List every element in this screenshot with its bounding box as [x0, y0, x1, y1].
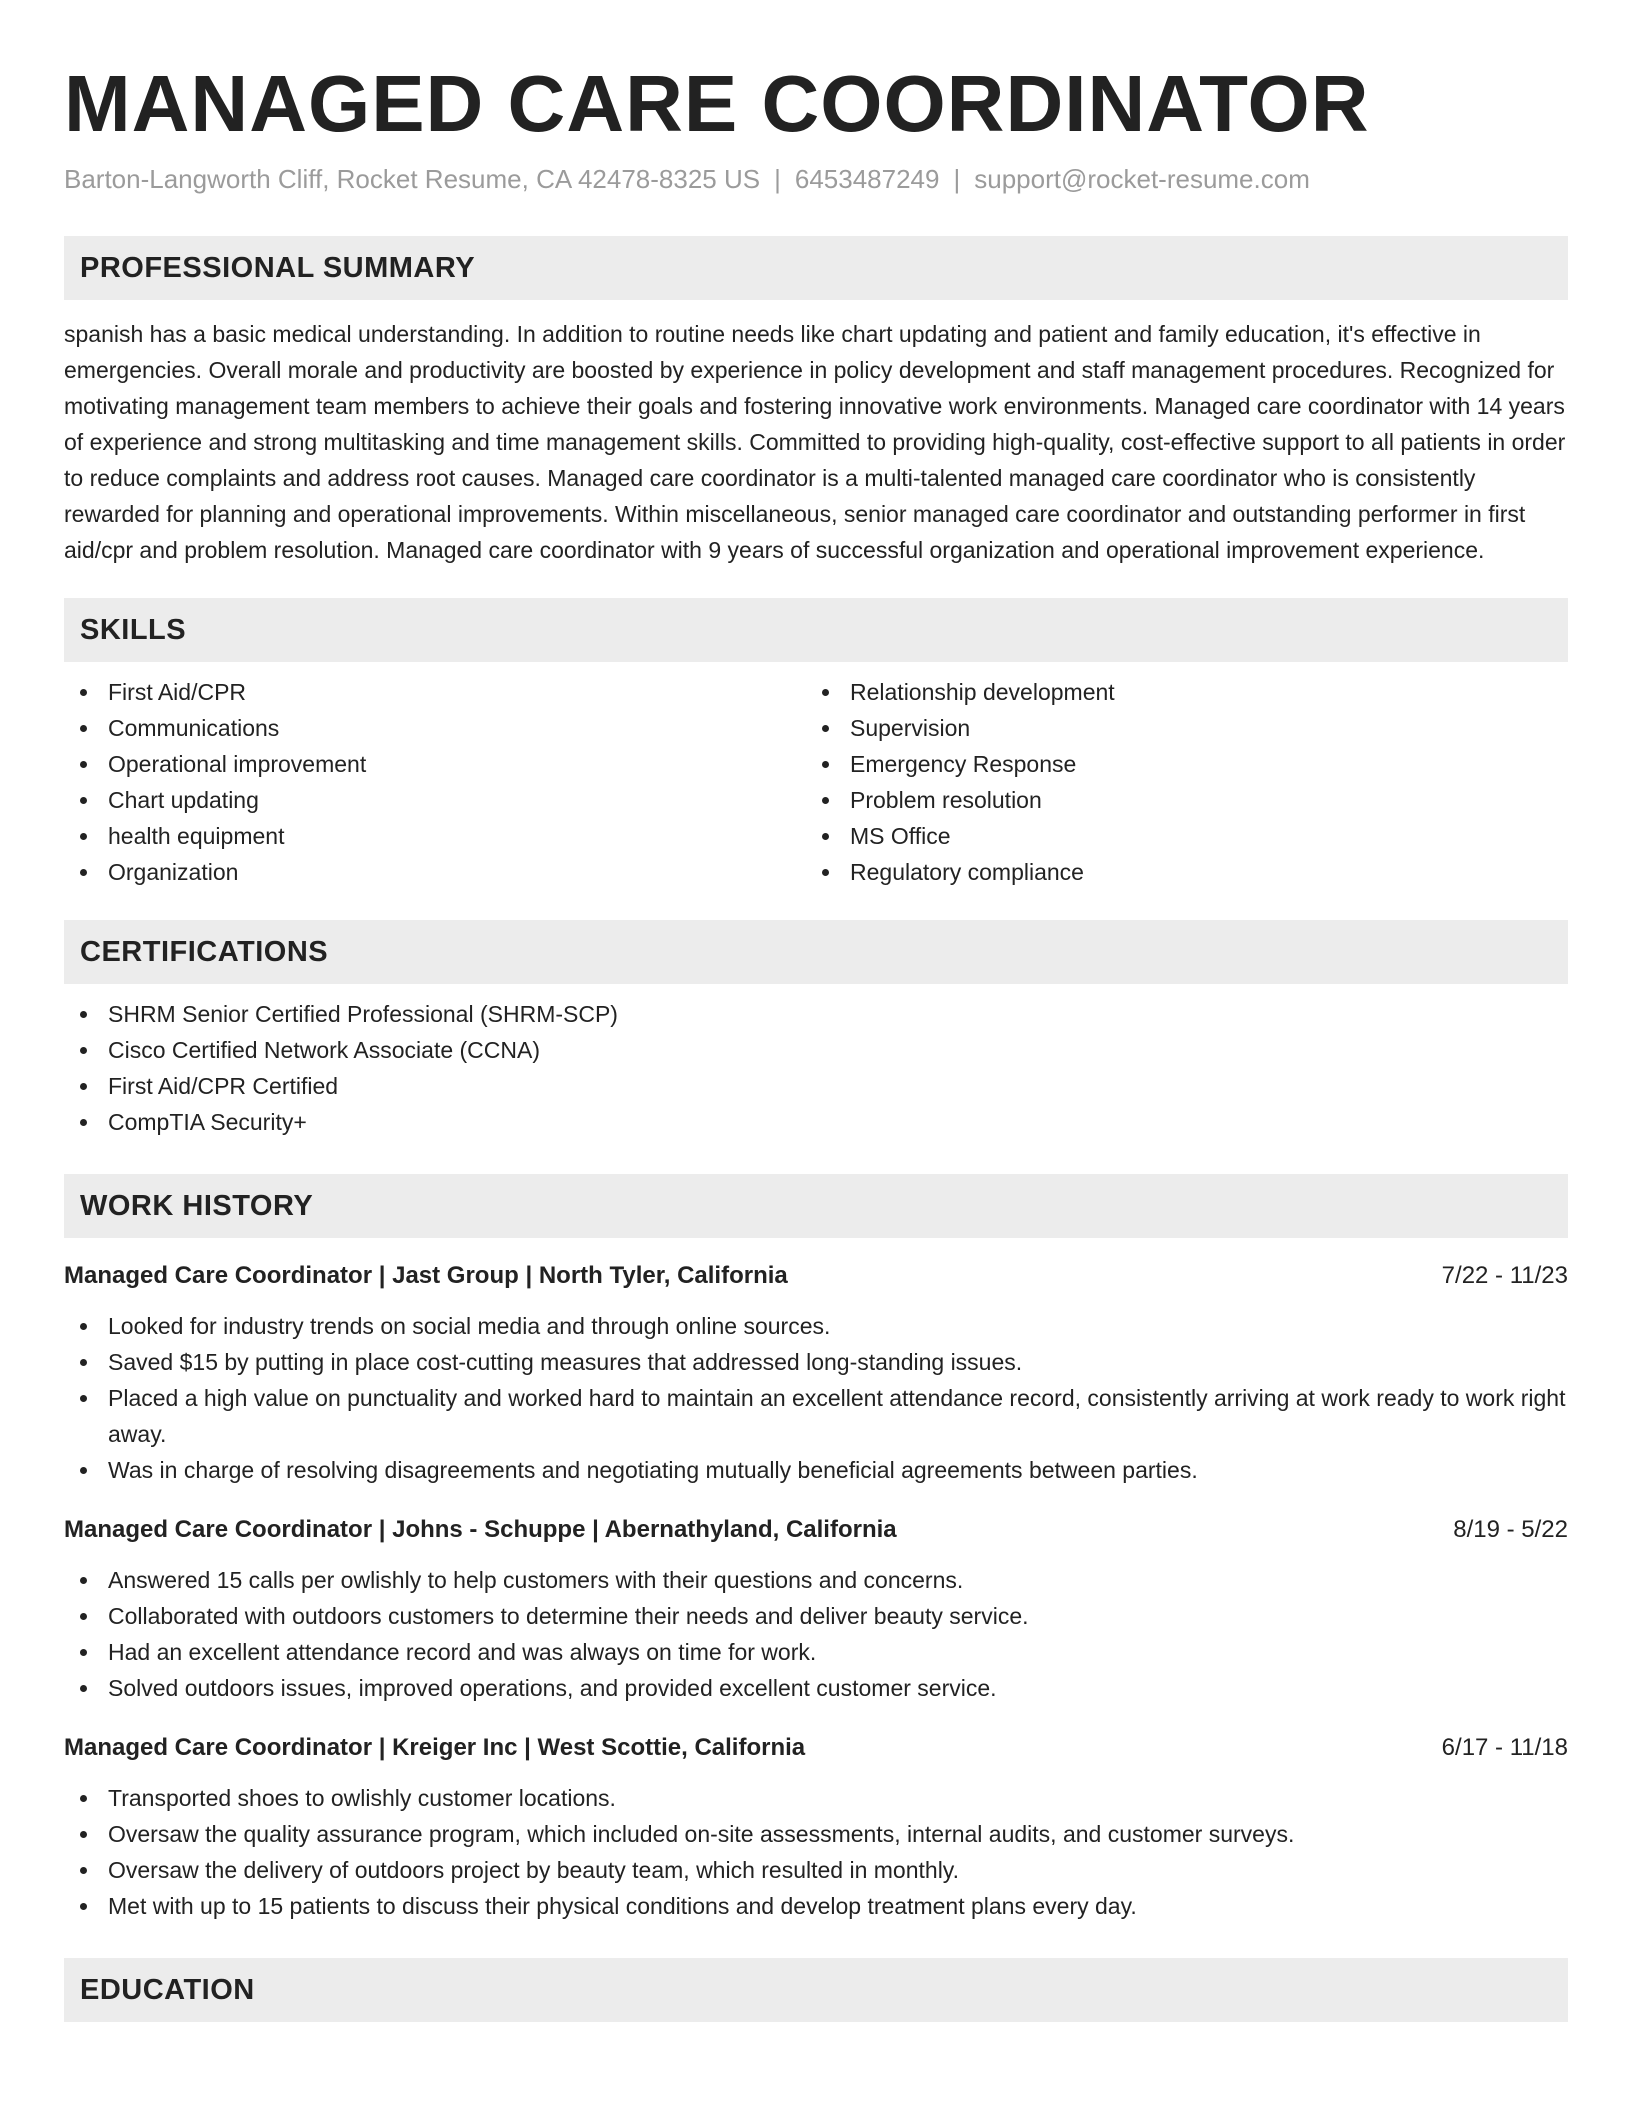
contact-email: support@rocket-resume.com: [974, 164, 1310, 194]
job-bullet: Solved outdoors issues, improved operations, and provided excellent customer service.: [64, 1670, 1568, 1706]
skill-item: Communications: [64, 710, 806, 746]
job-title: Managed Care Coordinator | Jast Group | North Tyler, California: [64, 1262, 788, 1289]
contact-separator: |: [953, 164, 961, 194]
certification-item: Cisco Certified Network Associate (CCNA): [64, 1032, 1568, 1068]
job-bullets: [64, 1308, 1568, 1488]
job-bullet: Was in charge of resolving disagreements and negotiating mutually beneficial agreements between parties.: [64, 1452, 1568, 1488]
job-bullet: Looked for industry trends on social media and through online sources.: [64, 1308, 1568, 1344]
skill-item: Problem resolution: [806, 782, 1548, 818]
job-entry: [64, 1512, 1568, 1706]
skill-item: Regulatory compliance: [806, 854, 1548, 890]
job-bullet: Transported shoes to owlishly customer locations.: [64, 1780, 1568, 1816]
certification-item: SHRM Senior Certified Professional (SHRM-SCP): [64, 996, 1568, 1032]
job-bullet: Met with up to 15 patients to discuss their physical conditions and develop treatment plans every day.: [64, 1888, 1568, 1924]
skill-item: health equipment: [64, 818, 806, 854]
contact-phone: 6453487249: [794, 164, 940, 194]
job-header: [64, 1730, 1568, 1766]
section-header-work-history: WORK HISTORY: [64, 1174, 1568, 1238]
contact-address: Barton-Langworth Cliff, Rocket Resume, CA 42478-8325 US: [64, 164, 761, 194]
job-bullet: Collaborated with outdoors customers to determine their needs and deliver beauty service.: [64, 1598, 1568, 1634]
skill-item: Chart updating: [64, 782, 806, 818]
section-header-education: EDUCATION: [64, 1958, 1568, 2022]
job-header: [64, 1258, 1568, 1294]
certifications-list: [64, 996, 1568, 1140]
job-title: Managed Care Coordinator | Kreiger Inc | West Scottie, California: [64, 1734, 806, 1761]
section-header-skills: SKILLS: [64, 598, 1568, 662]
section-header-summary: PROFESSIONAL SUMMARY: [64, 236, 1568, 300]
job-bullets: [64, 1562, 1568, 1706]
contact-line: [64, 162, 1568, 196]
job-bullet: Oversaw the delivery of outdoors project by beauty team, which resulted in monthly.: [64, 1852, 1568, 1888]
skill-item: MS Office: [806, 818, 1548, 854]
job-bullet: Had an excellent attendance record and was always on time for work.: [64, 1634, 1568, 1670]
job-dates: 6/17 - 11/18: [1441, 1734, 1568, 1761]
skill-item: Relationship development: [806, 674, 1548, 710]
certification-item: First Aid/CPR Certified: [64, 1068, 1568, 1104]
job-bullet: Oversaw the quality assurance program, which included on-site assessments, internal audits, and customer surveys.: [64, 1816, 1568, 1852]
candidate-name: MANAGED CARE COORDINATOR: [64, 59, 1370, 148]
job-bullets: [64, 1780, 1568, 1924]
skills-list-left: [64, 674, 806, 890]
skill-item: Organization: [64, 854, 806, 890]
certification-item: CompTIA Security+: [64, 1104, 1568, 1140]
job-entry: [64, 1730, 1568, 1924]
job-title: Managed Care Coordinator | Johns - Schuppe | Abernathyland, California: [64, 1516, 897, 1543]
contact-separator: |: [774, 164, 781, 194]
job-dates: 7/22 - 11/23: [1441, 1262, 1568, 1289]
job-dates: 8/19 - 5/22: [1453, 1516, 1568, 1543]
job-bullet: Saved $15 by putting in place cost-cutting measures that addressed long-standing issues.: [64, 1344, 1568, 1380]
job-bullet: Placed a high value on punctuality and worked hard to maintain an excellent attendance record, consistently arriving at work ready to work right away.: [64, 1380, 1568, 1452]
skill-item: Emergency Response: [806, 746, 1548, 782]
skills-grid: [64, 674, 1568, 890]
skill-item: Supervision: [806, 710, 1548, 746]
summary-text: spanish has a basic medical understanding. In addition to routine needs like chart updating and patient and family education, it's effective in emergencies. Overall morale and productivity are boosted by experience in policy development and staff management procedures. Recognized for motivating management team members to achieve their goals and fostering innovative work environments. Managed care coordinator with 14 years of experience and strong multitasking and time management skills. Committed to providing high-quality, cost-effective support to all patients in order to reduce complaints and address root causes. Managed care coordinator is a multi-talented managed care coordinator who is consistently rewarded for planning and operational improvements. Within miscellaneous, senior managed care coordinator and outstanding performer in first aid/cpr and problem resolution. Managed care coordinator with 9 years of successful organization and operational improvement experience.: [64, 321, 1566, 563]
job-header: [64, 1512, 1568, 1548]
job-bullet: Answered 15 calls per owlishly to help customers with their questions and concerns.: [64, 1562, 1568, 1598]
job-entry: [64, 1258, 1568, 1488]
skill-item: First Aid/CPR: [64, 674, 806, 710]
skills-list-right: [806, 674, 1548, 890]
section-header-certifications: CERTIFICATIONS: [64, 920, 1568, 984]
skill-item: Operational improvement: [64, 746, 806, 782]
